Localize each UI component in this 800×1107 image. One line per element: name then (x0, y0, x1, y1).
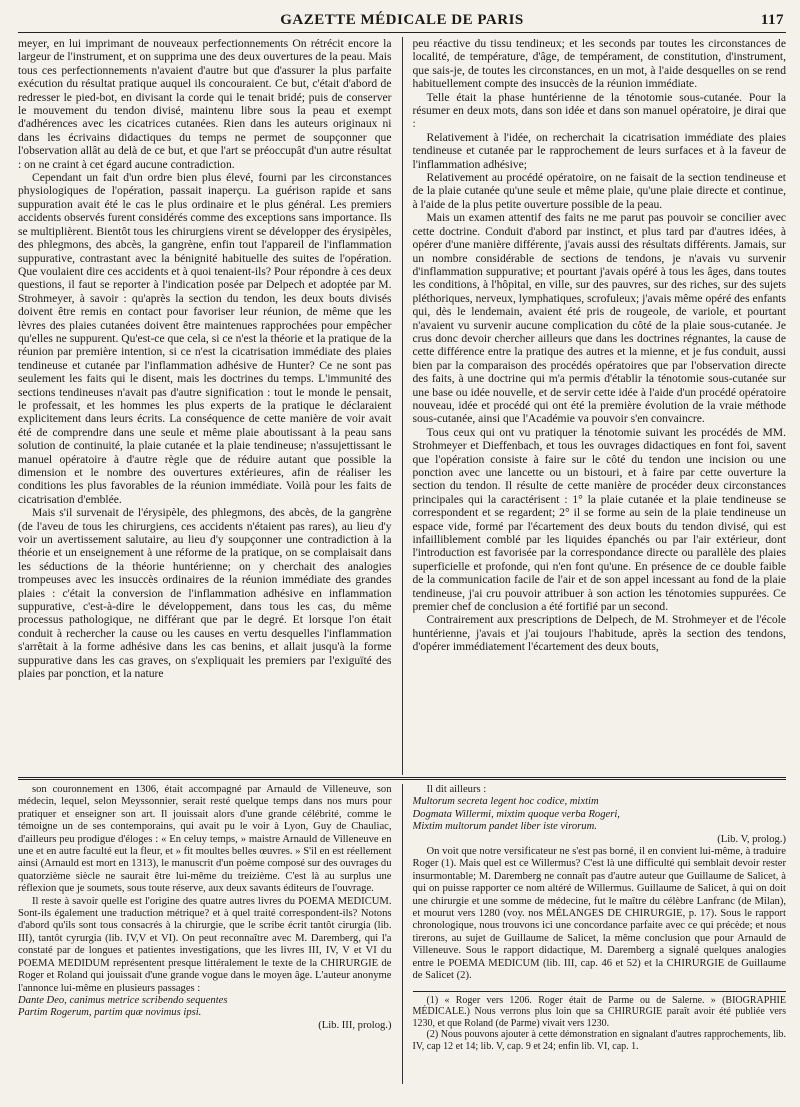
section-separator (18, 777, 786, 780)
feuilleton (18, 784, 786, 1084)
top-left-column (18, 37, 392, 775)
paragraph: son couronnement en 1306, était accompagné par Arnauld de Villeneuve, son médecin, lequel, selon Meyssonnier, serait resté quelque temps dans nos murs pour pratiquer et enseigner son art. Il jouissait alors d'une grande célébrité, comme le témoigne un de ses contemporains, qui avait pu le voir à Lyon, Guy de Chauliac, d'ailleurs peu prodigue d'éloges : « En celuy temps, » maistre Arnauld de Villeneuve en une et en autre faculté eut la fleur, et » fit moultes belles œuvres. » S'il en est réellement ainsi (Arnauld est mort en 1313), le manuscrit d'un poème composé sur des ouvrages du quatorzième siècle ne saurait être lui-même du treizième. C'est là au surplus une réflexion que je soumets, sous toute réserve, aux deux savants éditeurs de l'ouvrage. (18, 784, 392, 895)
top-right-column (413, 37, 787, 775)
paragraph: Il dit ailleurs : (426, 784, 487, 795)
article-top (18, 37, 786, 775)
bottom-right-column (413, 784, 787, 1084)
page-number: 117 (760, 12, 784, 28)
verse-line: Multorum secreta legent hoc codice, mixtim (412, 796, 599, 808)
paragraph: meyer, en lui imprimant de nouveaux perfectionnements On rétrécit encore la largeur de l'instrument, et on supprima une des deux ouvertures de la peau. Mais tous ces perfectionnements n'avaient d'autre but que d'assurer la plus parfaite exécution du résultat pratique auquel ils concouraient. Ce but, c'était d'abord de redresser le pied-bot, en divisant la corde qui le tenait bridé; puis de conserver le mouvement du tendon divisé, maintenu libre sous la peau et exempt d'adhérences avec les cicatrices cutanées. Rien dans les auteurs originaux ni dans les écrivains didactiques du temps ne permet de soupçonner que l'observation allât au delà de ce but, et que l'art se préoccupât d'un autre résultat : on ne craint à cet égard aucune contradiction. (18, 37, 392, 171)
paragraph: Telle était la phase huntérienne de la ténotomie sous-cutanée. Pour la résumer en deux mots, dans son idée et dans son manuel opératoire, je dirai que : (412, 90, 786, 131)
bottom-left-column (18, 784, 392, 1084)
paragraph: Contrairement aux prescriptions de Delpech, de M. Strohmeyer et de l'école huntérienne, j'avais et j'ai toujours l'habitude, après la section des tendons, d'opérer immédiatement l'écartement des deux bouts, (412, 613, 786, 654)
column-divider (402, 784, 403, 1084)
verse-line: Dante Deo, canimus metrice scribendo sequentes (18, 994, 228, 1006)
paragraph: Relativement au procédé opératoire, on ne faisait de la section tendineuse et de la plaie cutanée qu'une seule et même plaie, qu'une plaie directe et continue, à l'aide de la plus petite ouverture possible de la peau. (412, 171, 786, 211)
paragraph: On voit que notre versificateur ne s'est pas borné, il en convient lui-même, à traduire Roger (1). Mais quel est ce Willermus? C'est là une difficulté qui semblait devoir rester insurmontable; M. Daremberg ne connaît pas d'autre auteur que Guillaume de Salicet, à qui on puisse rapporter ce nom altéré de Willermus. Guillaume de Salicet, à qui on doit une chirurgie et une somme de médecine, fut le maître du célèbre Lanfranc (de Milan), et mourut vers 1280 (voy. nos MÉLANGES DE CHIRURGIE, p. 17). Sous le rapport chronologique, nous trouvons ici une concordance parfaite avec ce qui précède; et nous tirerons, au sujet de Guillaume de Salicet, la même conclusion que pour Arnauld de Villeneuve. Sous le rapport didactique, M. Daremberg a signalé quelques analogies entre le POEMA MEDICUM (lib. III, cap. 46 et 52) et la CHIRURGIE de Guillaume de Salicet (2). (412, 846, 786, 982)
paragraph: Relativement à l'idée, on recherchait la cicatrisation immédiate des plaies tendineuse et cutanée par le rapprochement de leurs surfaces et à la faveur de l'inflammation adhésive; (412, 130, 786, 171)
paragraph: peu réactive du tissu tendineux; et les seconds par toutes les circonstances de localité, de température, d'âge, de tempérament, de constitution, d'instrument, que sais-je, de toutes les circonstances, en un mot, à l'aide desquelles on se rend habituellement compte des insuccès de la réunion immédiate. (412, 37, 786, 91)
footnote: (2) Nous pouvons ajouter à cette démonstration en signalant d'autres rapprochements, lib. IV, cap 12 et 14; lib. V, cap. 9 et 24; enfin lib. VI, cap. 1. (412, 1029, 786, 1052)
verse-line: Dogmata Willermi, mixtim quoque verba Rogeri, (412, 808, 620, 820)
paragraph: Cependant un fait d'un ordre bien plus élevé, fourni par les circonstances physiologiques de l'opération, passait inaperçu. La guérison rapide et sans suppuration avait été le cas le plus ordinaire et le plus général. Les premiers accidents observés furent considérés comme des exceptions sans importance. Ils se multiplièrent. Bientôt tous les chirurgiens virent se développer des érysipèles, des phlegmons, des abcès, la gangrène, enfin tout l'appareil de l'inflammation suppurative, contrastant avec la bénignité habituelle des suites de l'opération. Que voulaient dire ces accidents et à quoi tenaient-ils? Pour répondre à ces deux questions, il faut se reporter à l'indication posée par Delpech et adoptée par M. Strohmeyer, à savoir : qu'après la section du tendon, les deux bouts divisés doivent être remis en contact pour favoriser leur réunion, de même que les lèvres des plaies cutanées doivent être maintenues rapprochées pour empêcher qu'elles ne suppurent. Qu'est-ce que cela, si ce n'est la théorie et la pratique de la réunion par première intention, si ce n'est la cicatrisation immédiate des plaies tendineuse et cutanée par l'inflammation adhésive de Hunter? Ce ne sont pas seulement les faits qui le disent, mais les doctrines du temps. L'immunité des sections tendineuses n'avait pas d'autre signification : tout le monde le pensait, le professait, et les hommes les plus experts de la pratique le déclaraient explicitement dans leurs écrits. La conséquence de cette manière de voir avait été de comprendre dans une seule et même plaie aboutissant à la peau sans solution de continuité, la plaie cutanée et la plaie tendineuse; n'assujettissant le manuel opératoire à d'autre règle que de réduire autant que possible la dimension et le nombre des ouvertures extérieures, afin de réaliser les conditions les plus favorables de la réunion immédiate. Voilà pour les faits de cicatrisation d'emblée. (18, 171, 392, 506)
paragraph: Mais s'il survenait de l'érysipèle, des phlegmons, des abcès, de la gangrène (de l'aveu de tous les chirurgiens, ces accidents n'étaient pas rares), au lieu d'y voir un avertissement salutaire, au lieu d'y soupçonner une contradiction à la théorie et un enseignement à une réforme de la pratique, on se complaisait dans les séductions de la théorie huntérienne; on y cherchait des analogies trompeuses avec les insuccès ordinaires de la réunion immédiate des grandes plaies : c'était la conversion de l'inflammation adhésive en inflammation suppurative, c'est-à-dire le développement, dans tous les cas, du même processus pathologique, ne différant que par le degré. Et lorsque l'on était conduit à rechercher la cause ou les causes en vertu desquelles l'inflammation s'arrêtait à la forme adhésive dans les cas benins, et allait jusqu'à la forme suppurative dans les cas graves, on s'expliquait les premiers par l'exiguïté des plaies par ponction, et la nature (18, 506, 392, 681)
verse-reference: (Lib. V, prolog.) (717, 833, 786, 845)
verse-line: Partim Rogerum, partim quæ novimus ipsi. (18, 1007, 202, 1019)
footnote: (1) « Roger vers 1206. Roger était de Parme ou de Salerne. » (BIOGRAPHIE MÉDICALE.) Nous verrons plus loin que sa CHIRURGIE paraît avoir été publiée vers 1230, et que Roland (de Parme) vivait vers 1230. (412, 994, 786, 1029)
paragraph: Mais un examen attentif des faits ne me parut pas pouvoir se concilier avec cette doctrine. Conduit d'abord par instinct, et plus tard par d'autres idées, à opérer d'une manière différente, j'avais aussi des résultats différents. Jamais, sur un nombre considérable de sections de tendons, je n'avais vu survenir d'inflammation suppurative; et pourtant j'avais opéré à tous les âges, dans toutes les conditions, à l'hôpital, en ville, sur des pauvres, sur des riches, sur des sujets pléthoriques, nerveux, lymphatiques, scrofuleux; j'avais même opéré des enfants qui, dès le lendemain, avaient été pris de rougeole, de variole, et pourtant n'avaient vu survenir aucune complication du côté de la plaie sous-cutanée. Je crus donc devoir chercher ailleurs que dans les doctrines régnantes, la cause de cette différence entre la pratique des autres et la mienne, et je fus conduit, aussi bien par la comparaison des procédés opératoires que par l'observation directe des faits, à une doctrine qui m'a permis d'établir la ténotomie sous-cutanée sur une base ou idée nouvelle, et de servir cette idée à l'aide d'un procédé opératoire nouveau, idée et procédé qui ont été la première évolution de la vraie méthode sous-cutanée, ainsi que l'Académie va pouvoir s'en convaincre. (412, 211, 786, 426)
journal-title: GAZETTE MÉDICALE DE PARIS (280, 12, 524, 28)
footnotes (413, 991, 787, 1053)
page-header (18, 6, 786, 33)
paragraph: Il reste à savoir quelle est l'origine des quatre autres livres du POEMA MEDICUM. Sont-ils également une traduction métrique? et à quel traité correspondent-ils? Notons d'abord qu'ils sont tous consacrés à la chirurgie, que le scribe écrit tantôt cirurgia (lib. III), tantôt cyrurgia (lib. IV,V et VI). On peut reconnaître avec M. Daremberg, qui l'a constaté par de longues et patientes investigations, que les livres III, IV, V et VI du POEMA MEDIDUM représentent presque littéralement le texte de la CHIRURGIE de Roger et Roland qui jouissait d'une grande vogue dans le moyen âge. L'auteur anonyme l'annonce lui-même en plusieurs passages : (18, 895, 392, 994)
verse-line: Mixtim multorum pandet liber iste virorum. (412, 821, 597, 833)
column-divider (402, 37, 403, 775)
verse-reference: (Lib. III, prolog.) (318, 1019, 392, 1031)
paragraph: Tous ceux qui ont vu pratiquer la ténotomie suivant les procédés de MM. Strohmeyer et Dieffenbach, et tous les ouvrages didactiques en font foi, savent que l'opération consiste à faire sur le côté du tendon une incision ou une ponction avec une lancette ou un bistouri, et à faire par cette ouverture la section du tendon. Il résulte de cette manière de procéder deux circonstances principales qui la caractérisent : 1° la plaie cutanée et la plaie tendineuse se correspondent et se regardent; 2° il se forme au sein de la plaie tendineuse un espace vide, formé par l'écartement des deux bouts du tendon divisé, qui est infailliblement comblé par les liquides épanchés ou par l'air extérieur, dont l'introduction est favorisée par la correspondance directe ou parallèle des plaies superficielle et profonde, qui n'en font qu'une. En présence de ce double faible de la communication facile de l'air et de son appel incessant au fond de la plaie tendineuse, j'ai cru pouvoir attribuer à son action les ténotomies suppurées. Ce premier chef de conclusion a été fortifié par un second. (412, 425, 786, 614)
